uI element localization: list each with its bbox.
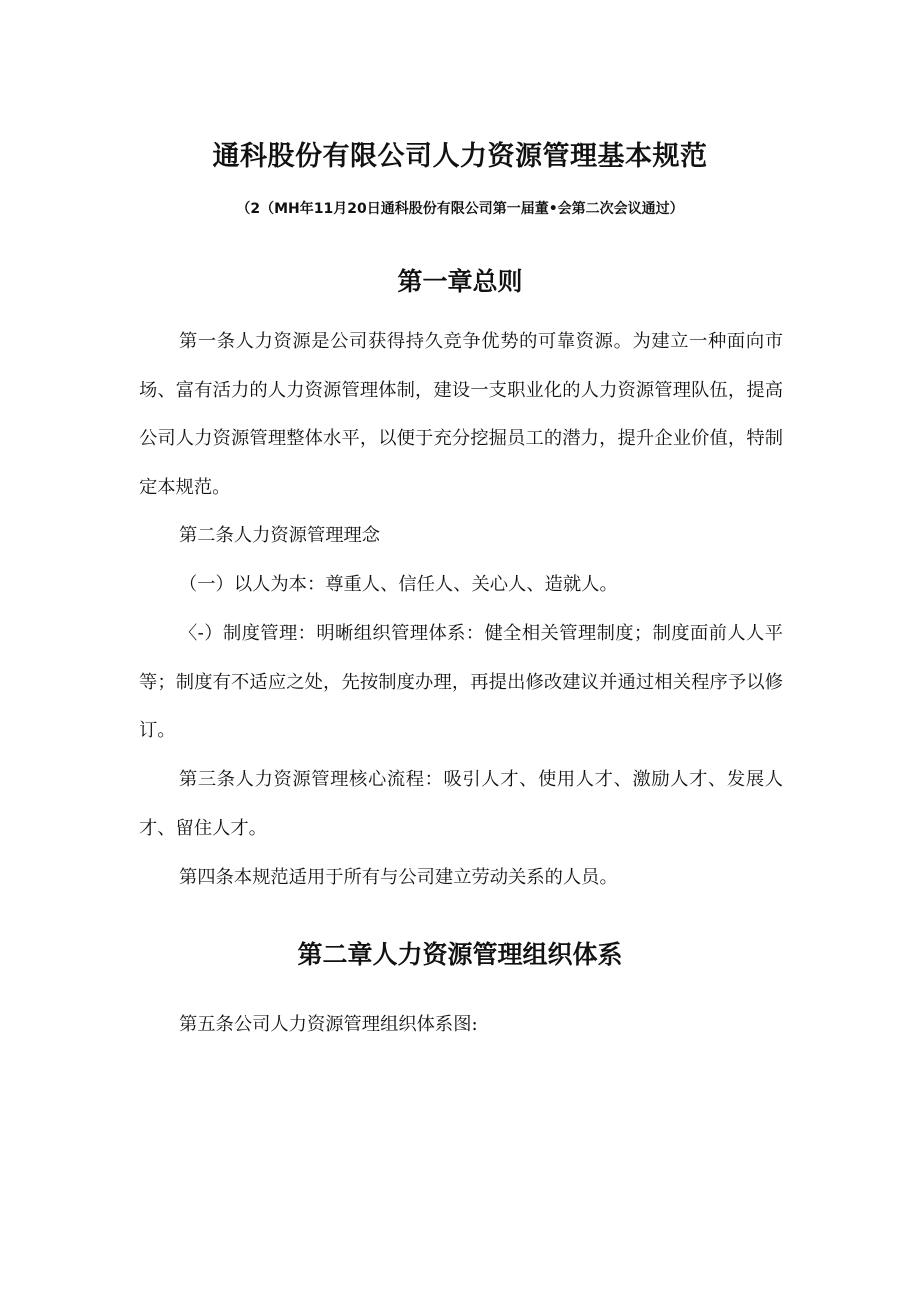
document-subtitle: （2（MH年11月20日通科股份有限公司第一届董•会第二次会议通过） bbox=[236, 201, 684, 217]
article-3: 第三条人力资源管理核心流程：吸引人才、使用人才、激励人才、发展人才、留住人才。 bbox=[139, 769, 783, 839]
article-5: 第五条公司人力资源管理组织体系图: bbox=[179, 1014, 478, 1035]
article-2-item-1: （一）以人为本：尊重人、信任人、关心人、造就人。 bbox=[179, 574, 618, 595]
article-2-item-2: 〈-）制度管理：明晰组织管理体系：健全相关管理制度；制度面前人人平等；制度有不适应之处，先按制度办理，再提出修改建议并通过相关程序予以修订。 bbox=[139, 623, 783, 741]
article-2: 第二条人力资源管理理念 bbox=[179, 525, 381, 546]
article-1: 第一条人力资源是公司获得持久竞争优势的可靠资源。为建立一种面向市场、富有活力的人力资源管理体制，建设一支职业化的人力资源管理队伍，提高公司人力资源管理整体水平，以便于充分挖掘员工的潜力，提升企业价值，特制定本规范。 bbox=[139, 331, 783, 498]
article-4: 第四条本规范适用于所有与公司建立劳动关系的人员。 bbox=[179, 867, 618, 888]
document-title: 通科股份有限公司人力资源管理基本规范 bbox=[212, 141, 708, 172]
chapter-2-heading: 第二章人力资源管理组织体系 bbox=[297, 940, 623, 969]
chapter-1-heading: 第一章总则 bbox=[397, 267, 523, 296]
